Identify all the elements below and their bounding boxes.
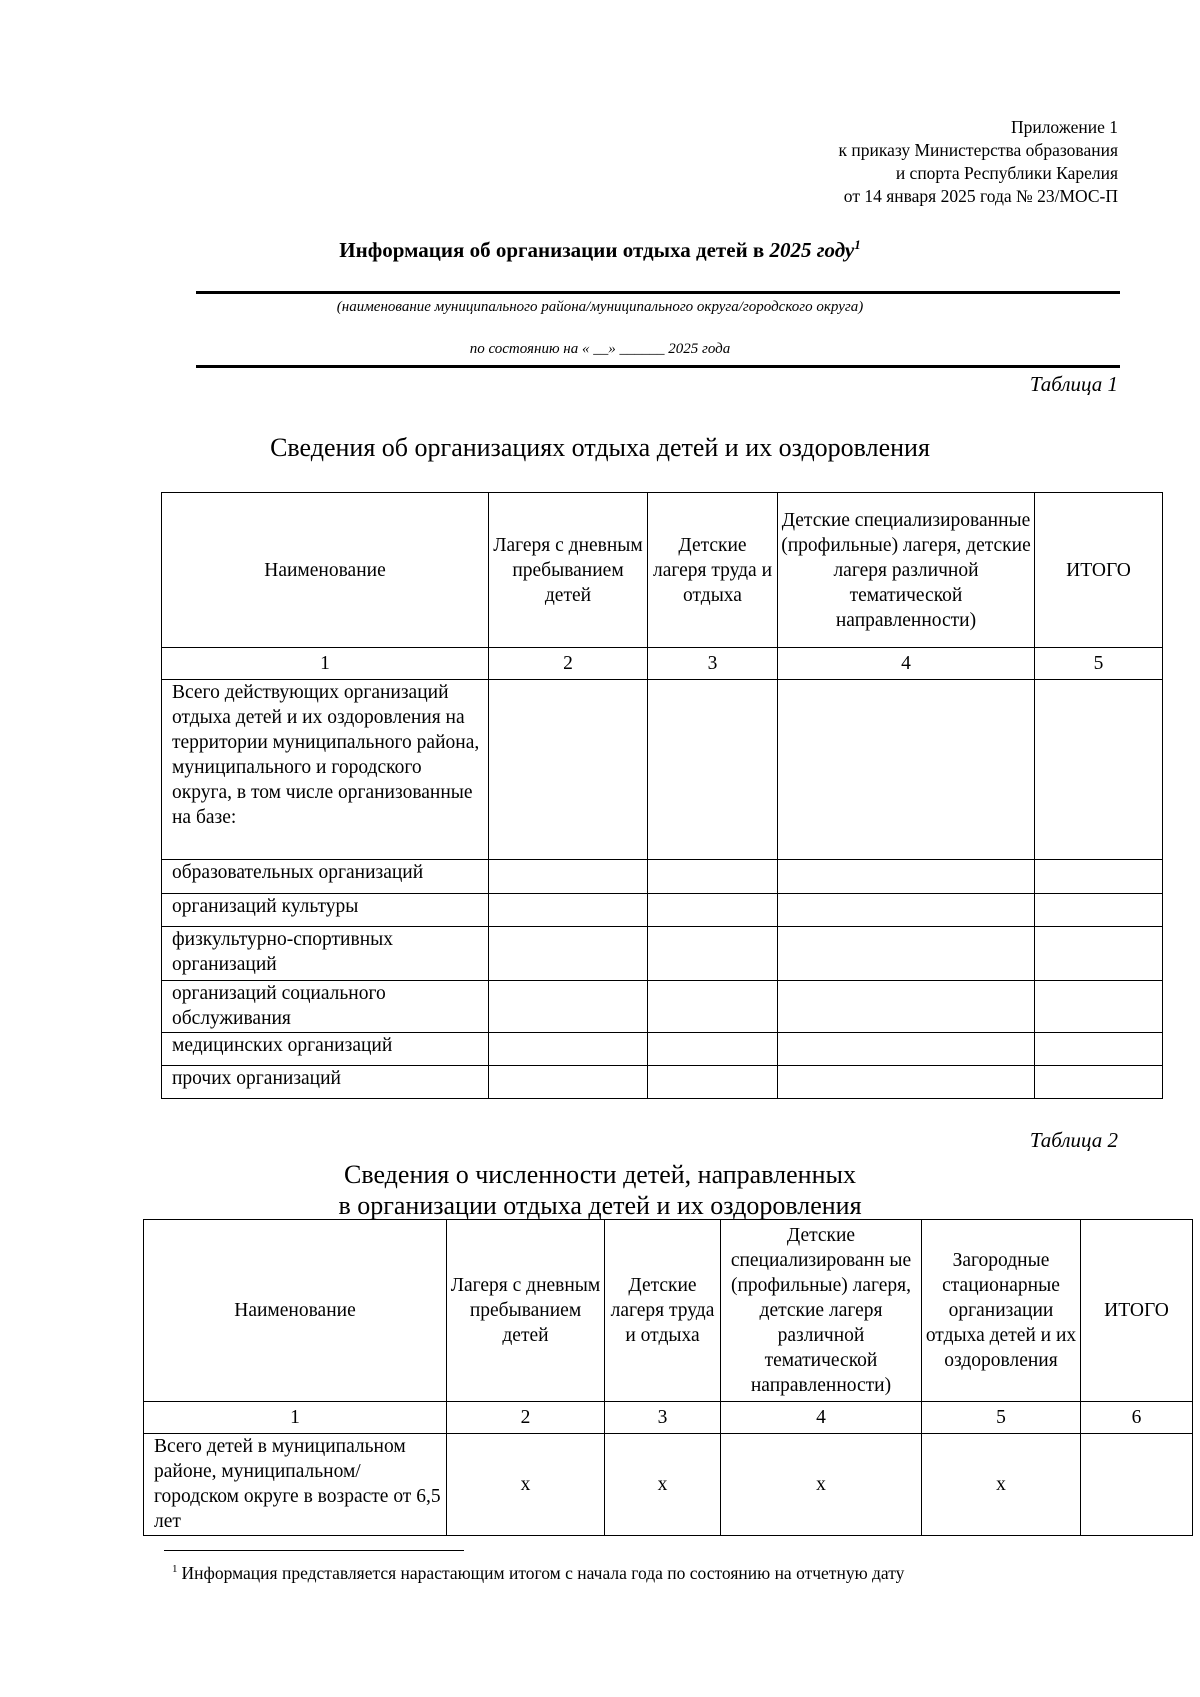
column-number: 5 xyxy=(922,1402,1081,1434)
data-cell[interactable] xyxy=(648,927,778,981)
table2 xyxy=(143,1219,1193,1536)
table1-label: Таблица 1 xyxy=(1029,372,1118,396)
header-cell: ИТОГО xyxy=(1081,1220,1193,1402)
data-cell[interactable] xyxy=(489,860,648,894)
data-cell[interactable] xyxy=(778,680,1035,860)
column-number-row xyxy=(162,648,1163,680)
header-cell: Лагеря с дневным пребыванием детей xyxy=(489,493,648,648)
data-cell[interactable] xyxy=(1035,1033,1163,1066)
column-number: 2 xyxy=(489,648,648,680)
row-label: физкультурно-спортивных организаций xyxy=(162,927,489,981)
data-cell[interactable] xyxy=(778,894,1035,927)
document-title xyxy=(0,236,1200,264)
data-cell[interactable] xyxy=(778,860,1035,894)
footnote-mark: 1 xyxy=(172,1563,178,1576)
table-row xyxy=(162,680,1163,860)
table-row xyxy=(162,981,1163,1033)
footnote xyxy=(172,1561,904,1585)
table2-title-line: Сведения о численности детей, направленных xyxy=(344,1160,856,1189)
row-label: Всего действующих организаций отдыха детей и их оздоровления на территории муниципального района, муниципального и городского округа, в том числе организованные на базе: xyxy=(162,680,489,860)
table2-title xyxy=(0,1159,1200,1221)
as-of-date: по состоянию на « __» ______ 2025 года xyxy=(469,341,731,357)
data-cell[interactable] xyxy=(1081,1434,1193,1536)
data-cell[interactable]: х xyxy=(605,1434,721,1536)
footnote-text: Информация представляется нарастающим итогом с начала года по состоянию на отчетную дату xyxy=(181,1563,905,1583)
data-cell[interactable] xyxy=(489,927,648,981)
row-label: медицинских организаций xyxy=(162,1033,489,1066)
data-cell[interactable]: х xyxy=(721,1434,922,1536)
column-number: 1 xyxy=(144,1402,447,1434)
data-cell[interactable] xyxy=(489,680,648,860)
appendix-header xyxy=(698,116,1118,208)
data-cell[interactable] xyxy=(1035,927,1163,981)
data-cell[interactable] xyxy=(778,981,1035,1033)
data-cell[interactable] xyxy=(489,1066,648,1099)
header-cell: Детские лагеря труда и отдыха xyxy=(605,1220,721,1402)
data-cell[interactable] xyxy=(1035,1066,1163,1099)
document-title-text: Информация об организации отдыха детей в xyxy=(339,238,770,262)
table-row xyxy=(162,1033,1163,1066)
table-row xyxy=(162,927,1163,981)
data-cell[interactable] xyxy=(489,981,648,1033)
data-cell[interactable] xyxy=(489,1033,648,1066)
document-title-year: 2025 году xyxy=(769,238,855,262)
column-number: 6 xyxy=(1081,1402,1193,1434)
row-label: прочих организаций xyxy=(162,1066,489,1099)
data-cell[interactable] xyxy=(648,981,778,1033)
column-number: 4 xyxy=(721,1402,922,1434)
column-number-row xyxy=(144,1402,1193,1434)
data-cell[interactable] xyxy=(489,894,648,927)
data-cell[interactable] xyxy=(648,1033,778,1066)
header-cell: Наименование xyxy=(162,493,489,648)
row-label: организаций социального обслуживания xyxy=(162,981,489,1033)
data-cell[interactable] xyxy=(778,1033,1035,1066)
header-cell: ИТОГО xyxy=(1035,493,1163,648)
row-label: образовательных организаций xyxy=(162,860,489,894)
data-cell[interactable] xyxy=(648,860,778,894)
data-cell[interactable]: х xyxy=(922,1434,1081,1536)
footnote-mark: 1 xyxy=(854,237,861,252)
table-header-row xyxy=(162,493,1163,648)
data-cell[interactable] xyxy=(1035,981,1163,1033)
header-cell: Загородные стационарные организации отдыха детей и их оздоровления xyxy=(922,1220,1081,1402)
appendix-line: от 14 января 2025 года № 23/МОС-П xyxy=(843,186,1118,206)
table-row xyxy=(162,1066,1163,1099)
row-label: организаций культуры xyxy=(162,894,489,927)
data-cell[interactable] xyxy=(1035,680,1163,860)
header-cell: Лагеря с дневным пребыванием детей xyxy=(447,1220,605,1402)
header-cell: Детские специализированные (профильные) лагеря, детские лагеря различной тематической направленности) xyxy=(778,493,1035,648)
appendix-line: и спорта Республики Карелия xyxy=(895,163,1118,183)
header-cell: Детские специализированн ые (профильные) лагеря, детские лагеря различной тематической направленности) xyxy=(721,1220,922,1402)
column-number: 3 xyxy=(648,648,778,680)
table-row xyxy=(162,894,1163,927)
table2-label: Таблица 2 xyxy=(1029,1128,1118,1152)
table-row xyxy=(144,1434,1193,1536)
data-cell[interactable] xyxy=(778,927,1035,981)
table1 xyxy=(161,492,1163,1099)
column-number: 5 xyxy=(1035,648,1163,680)
data-cell[interactable] xyxy=(1035,860,1163,894)
column-number: 1 xyxy=(162,648,489,680)
row-label: Всего детей в муниципальном районе, муниципальном/городском округе в возрасте от 6,5 лет xyxy=(144,1434,447,1536)
table1-title: Сведения об организациях отдыха детей и их оздоровления xyxy=(270,433,930,462)
data-cell[interactable] xyxy=(1035,894,1163,927)
data-cell[interactable]: х xyxy=(447,1434,605,1536)
separator-line xyxy=(196,365,1120,368)
column-number: 2 xyxy=(447,1402,605,1434)
municipality-caption: (наименование муниципального района/муниципального округа/городского округа) xyxy=(336,299,864,315)
data-cell[interactable] xyxy=(648,680,778,860)
header-cell: Наименование xyxy=(144,1220,447,1402)
column-number: 3 xyxy=(605,1402,721,1434)
data-cell[interactable] xyxy=(648,1066,778,1099)
table2-title-line: в организации отдыха детей и их оздоровления xyxy=(338,1191,862,1220)
fill-in-line xyxy=(196,291,1120,294)
data-cell[interactable] xyxy=(648,894,778,927)
data-cell[interactable] xyxy=(778,1066,1035,1099)
header-cell: Детские лагеря труда и отдыха xyxy=(648,493,778,648)
table-row xyxy=(162,860,1163,894)
appendix-line: к приказу Министерства образования xyxy=(838,140,1118,160)
column-number: 4 xyxy=(778,648,1035,680)
table-header-row xyxy=(144,1220,1193,1402)
footnote-separator xyxy=(164,1550,464,1551)
appendix-line: Приложение 1 xyxy=(1010,117,1118,137)
